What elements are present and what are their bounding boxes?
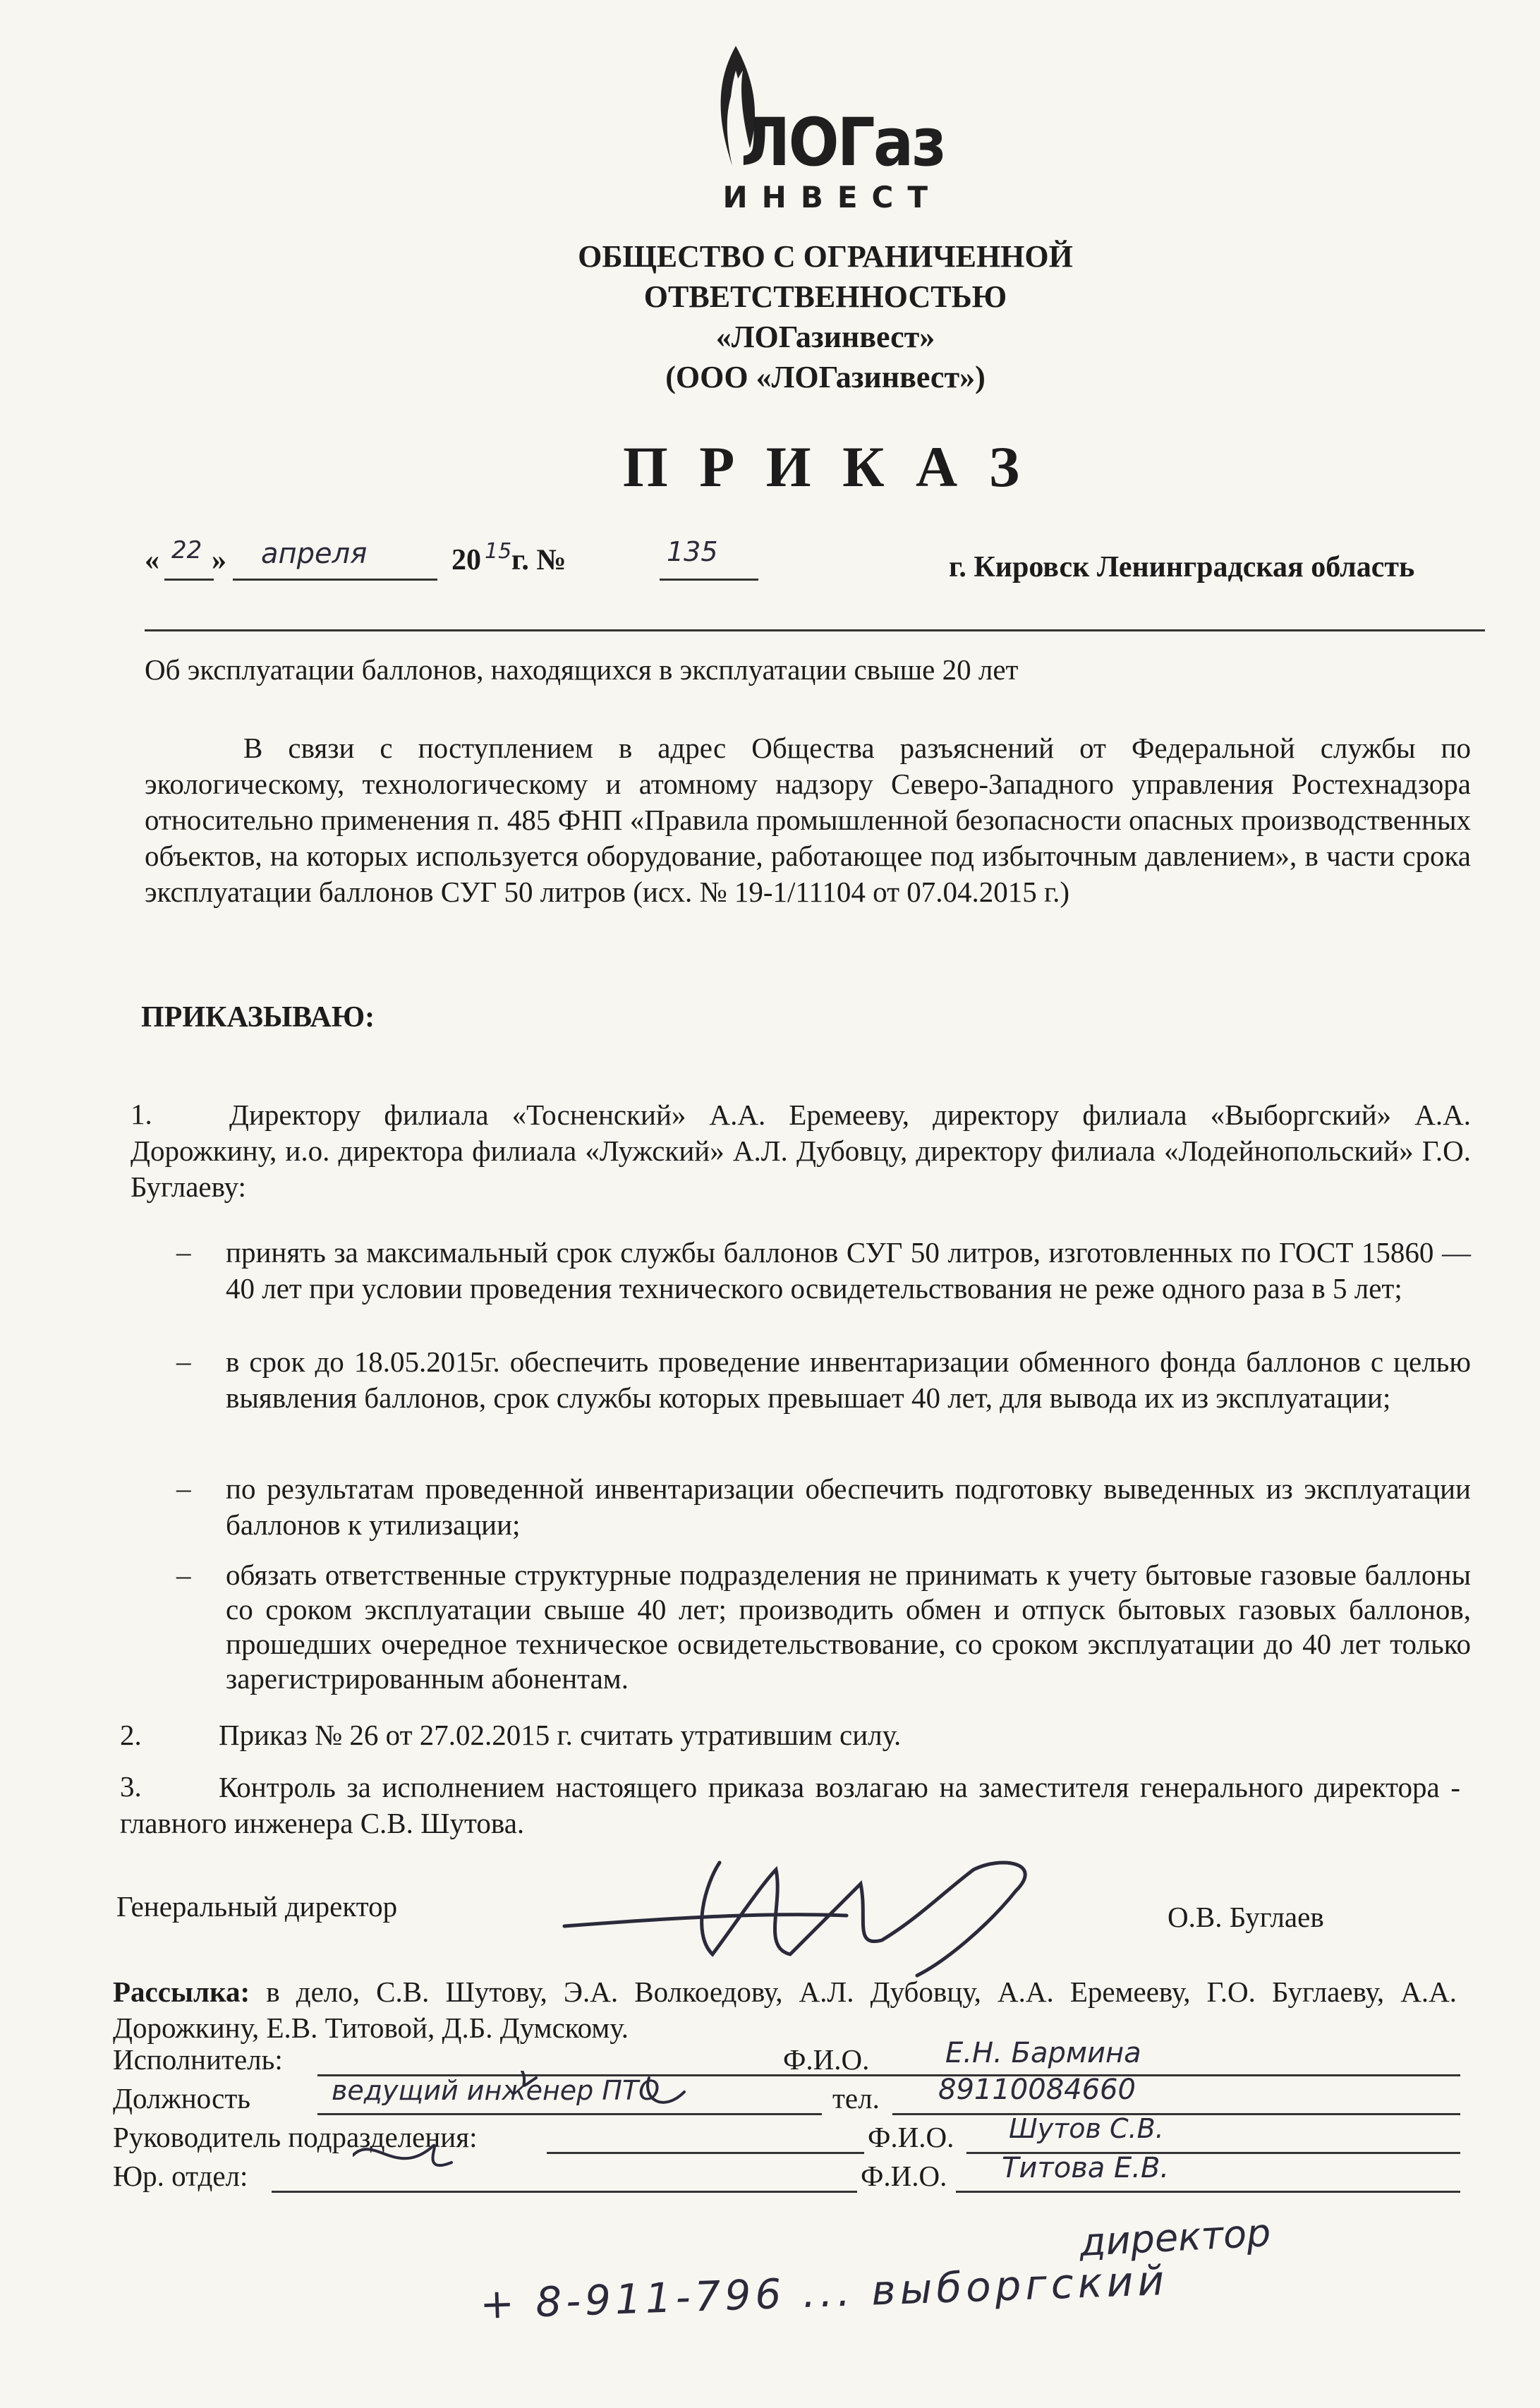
dash-bullet: –: [176, 1559, 191, 1591]
position-label: Должность: [113, 2082, 250, 2114]
header-divider: [145, 629, 1485, 631]
order-item-2: [120, 1718, 1460, 1752]
sub-item-2: [176, 1344, 1471, 1416]
executor-fio-label: Ф.И.О.: [783, 2043, 870, 2076]
sub-item-3: [176, 1471, 1471, 1543]
date-year-prefix: 20: [451, 544, 481, 576]
dash-bullet: –: [176, 1472, 191, 1504]
mailing-text: в дело, С.В. Шутову, Э.А. Волкоедову, А.Л. Дубовцу, А.А. Еремееву, Г.О. Буглаеву, А.А. Дорожкину, Е.В. Титовой, Д.Б. Думскому.: [113, 1976, 1457, 2044]
field-initials-marks: [353, 2071, 748, 2198]
head-fio-handwritten: Шутов С.В.: [1009, 2113, 1164, 2144]
order-number-handwritten: 135: [667, 536, 718, 567]
mailing-label: Рассылка:: [113, 1976, 250, 2008]
executor-fio-handwritten: Е.Н. Бармина: [945, 2037, 1141, 2069]
position-handwritten: ведущий инженер ПТО: [332, 2075, 660, 2106]
director-signature: [550, 1841, 1086, 1983]
executor-label: Исполнитель:: [113, 2043, 283, 2076]
dash-bullet: –: [176, 1235, 191, 1268]
date-day-handwritten: 22: [171, 536, 202, 564]
sub-item-text: в срок до 18.05.2015г. обеспечить проведение инвентаризации обменного фонда баллонов с целью выявления баллонов, срок службы которых превышает 40 лет, для вывода их из эксплуатации;: [226, 1345, 1471, 1414]
item-number: 2.: [120, 1719, 142, 1751]
order-subject: Об эксплуатации баллонов, находящихся в эксплуатации свыше 20 лет: [145, 653, 1019, 686]
order-word: ПРИКАЗЫВАЮ:: [141, 1001, 375, 1034]
org-line-4: (ООО «ЛОГазинвест»): [665, 360, 986, 394]
signatory-name: О.В. Буглаев: [1168, 1901, 1324, 1933]
order-place: г. Кировск Ленинградская область: [949, 551, 1415, 583]
item-text: Контроль за исполнением настоящего приказа возлагаю на заместителя генерального директора - главного инженера С.В. Шутова.: [120, 1771, 1460, 1839]
sub-item-text: принять за максимальный срок службы баллонов СУГ 50 литров, изготовленных по ГОСТ 15860 — 40 лет при условии проведения технического освидетельствования не реже одного раза в 5 лет;: [226, 1236, 1471, 1305]
date-year-number-label: г. №: [511, 544, 566, 576]
legal-fio-handwritten: Титова Е.В.: [1002, 2152, 1170, 2184]
sub-item-text: обязать ответственные структурные подразделения не принимать к учету бытовые газовые баллоны со сроком эксплуатации свыше 40 лет; производить обмен и отпуск бытовых газовых баллонов, прошедших очередное техническое освидетельствование, со сроком эксплуатации до 40 лет только зарегистрированным абонентам.: [226, 1559, 1471, 1695]
company-logo: [698, 42, 952, 212]
handwritten-phone-note: + 8-911-796 ... выборгский: [479, 2256, 1170, 2329]
legal-department-label: Юр. отдел:: [113, 2160, 248, 2192]
handwritten-director-note: директор: [1078, 2210, 1272, 2265]
document-type-title: П Р И К А З: [622, 435, 1029, 499]
date-year-suffix: 15: [485, 539, 512, 564]
order-preamble: В связи с поступлением в адрес Общества разъяснений от Федеральной службы по экологическому, технологическому и атомному надзору Северо-Западного управления Ростехнадзора относительно применения п. 485 ФНП «Правила промышленной безопасности опасных производственных объектов, на которых используется оборудование, работающее под избыточным давлением», в части срока эксплуатации баллонов СУГ 50 литров (исх. № 19-1/11104 от 07.04.2015 г.): [145, 732, 1471, 908]
org-header: [494, 236, 1157, 397]
logo-sub-text: ИНВЕСТ: [722, 180, 942, 214]
org-line-2: ОТВЕТСТВЕННОСТЬЮ: [643, 279, 1007, 314]
order-item-3: [120, 1769, 1460, 1841]
item-number: 1.: [131, 1098, 152, 1130]
date-line: [145, 536, 1485, 586]
item-text: Директору филиала «Тосненский» А.А. Еремееву, директору филиала «Выборгский» А.А. Дорожкину, и.о. директора филиала «Лужский» А.Л. Дубовцу, директору филиала «Лодейнопольский» Г.О. Буглаеву:: [131, 1099, 1471, 1203]
dash-bullet: –: [176, 1345, 191, 1377]
logo-brand-text: ЛОГаз: [741, 104, 945, 181]
org-line-3: «ЛОГазинвест»: [715, 320, 935, 354]
item-text: Приказ № 26 от 27.02.2015 г. считать утратившим силу.: [219, 1719, 902, 1751]
mailing-list: [113, 1974, 1457, 2046]
head-of-department-label: Руководитель подразделения:: [113, 2121, 478, 2153]
org-line-1: ОБЩЕСТВО С ОГРАНИЧЕННОЙ: [578, 239, 1073, 274]
legal-fio-label: Ф.И.О.: [861, 2160, 947, 2192]
date-month-handwritten: апреля: [261, 538, 368, 570]
sub-item-text: по результатам проведенной инвентаризации обеспечить подготовку выведенных из эксплуатации баллонов к утилизации;: [226, 1472, 1471, 1541]
head-fio-label: Ф.И.О.: [868, 2121, 954, 2153]
order-item-1: [131, 1097, 1471, 1205]
sub-item-4: [176, 1558, 1471, 1696]
tel-handwritten: 89110084660: [938, 2074, 1136, 2106]
date-close-quote: »: [212, 544, 226, 576]
signatory-title: Генеральный директор: [116, 1890, 398, 1923]
date-open-quote: «: [145, 544, 159, 576]
item-number: 3.: [120, 1770, 142, 1803]
sub-item-1: [176, 1235, 1471, 1307]
approval-fields: [113, 2037, 1467, 2205]
tel-label: тел.: [832, 2082, 880, 2114]
